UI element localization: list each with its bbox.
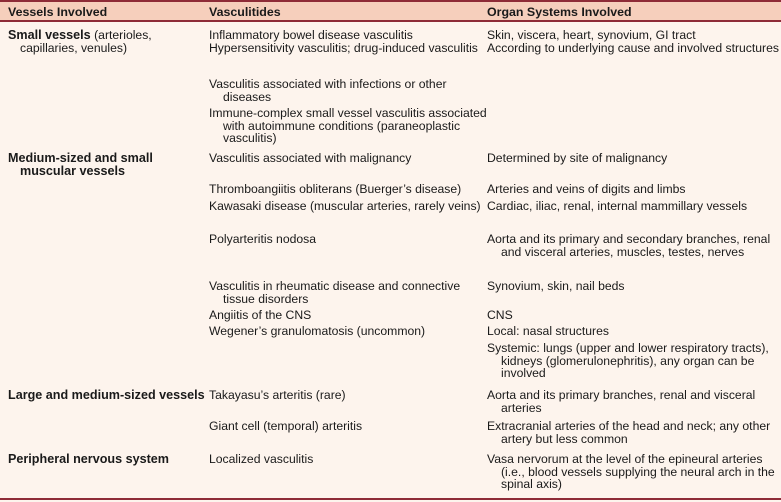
organs-cell: According to underlying cause and involved structures	[487, 41, 779, 55]
organs-cell: Local: nasal structures	[487, 324, 609, 338]
vasculitis-cell: Hypersensitivity vasculitis; drug-induced vasculitis	[209, 41, 478, 55]
vessel-group-large-medium: Large and medium-sized vessels	[8, 388, 205, 402]
header-vessels-involved: Vessels Involved	[8, 5, 108, 19]
vasculitis-cell: Polyarteritis nodosa	[209, 232, 317, 246]
organs-cell: Systemic: lungs (upper and lower respiratory tracts), kidneys (glomerulonephritis), any organ can be involved	[487, 341, 769, 381]
organs-cell: Cardiac, iliac, renal, internal mammillary vessels	[487, 199, 748, 213]
vessel-group-small: Small vessels (arterioles, capillaries, venules)	[8, 28, 152, 55]
vasculitis-cell: Vasculitis associated with infections or other diseases	[209, 77, 447, 104]
header-organ-systems: Organ Systems Involved	[487, 5, 632, 19]
organs-cell: Aorta and its primary branches, renal and visceral arteries	[487, 388, 756, 415]
vasculitis-cell: Angiitis of the CNS	[209, 308, 312, 322]
table-bottom-rule	[0, 498, 781, 500]
vasculitis-cell: Localized vasculitis	[209, 452, 314, 466]
organs-cell: Vasa nervorum at the level of the epineural arteries (i.e., blood vessels supplying the neural arch in the spinal axis)	[487, 452, 775, 492]
organs-cell: Synovium, skin, nail beds	[487, 279, 625, 293]
table-header	[0, 0, 781, 22]
organs-cell: Arteries and veins of digits and limbs	[487, 182, 686, 196]
vasculitis-cell: Vasculitis associated with malignancy	[209, 151, 412, 165]
header-vasculitides: Vasculitides	[209, 5, 281, 19]
vasculitis-cell: Takayasu’s arteritis (rare)	[209, 388, 346, 402]
organs-cell: Aorta and its primary and secondary branches, renal and visceral arteries, muscles, testes, nerves	[487, 232, 771, 259]
vasculitis-cell: Kawasaki disease (muscular arteries, rarely veins)	[209, 199, 481, 213]
vessel-group-medium-small: Medium-sized and small muscular vessels	[8, 151, 153, 178]
vasculitis-cell: Thromboangiitis obliterans (Buerger’s disease)	[209, 182, 462, 196]
vasculitis-cell: Immune-complex small vessel vasculitis associated with autoimmune conditions (paraneoplastic vasculitis)	[209, 106, 487, 146]
organs-cell: CNS	[487, 308, 513, 322]
organs-cell: Extracranial arteries of the head and neck; any other artery but less common	[487, 419, 771, 446]
organs-cell: Determined by site of malignancy	[487, 151, 668, 165]
vasculitis-cell: Vasculitis in rheumatic disease and connective tissue disorders	[209, 279, 461, 306]
vasculitis-cell: Wegener’s granulomatosis (uncommon)	[209, 324, 426, 338]
vasculitis-cell: Giant cell (temporal) arteritis	[209, 419, 363, 433]
vasculitis-cell: Inflammatory bowel disease vasculitis	[209, 28, 413, 42]
organs-cell: Skin, viscera, heart, synovium, GI tract	[487, 28, 696, 42]
vessel-group-peripheral-nervous: Peripheral nervous system	[8, 452, 169, 466]
